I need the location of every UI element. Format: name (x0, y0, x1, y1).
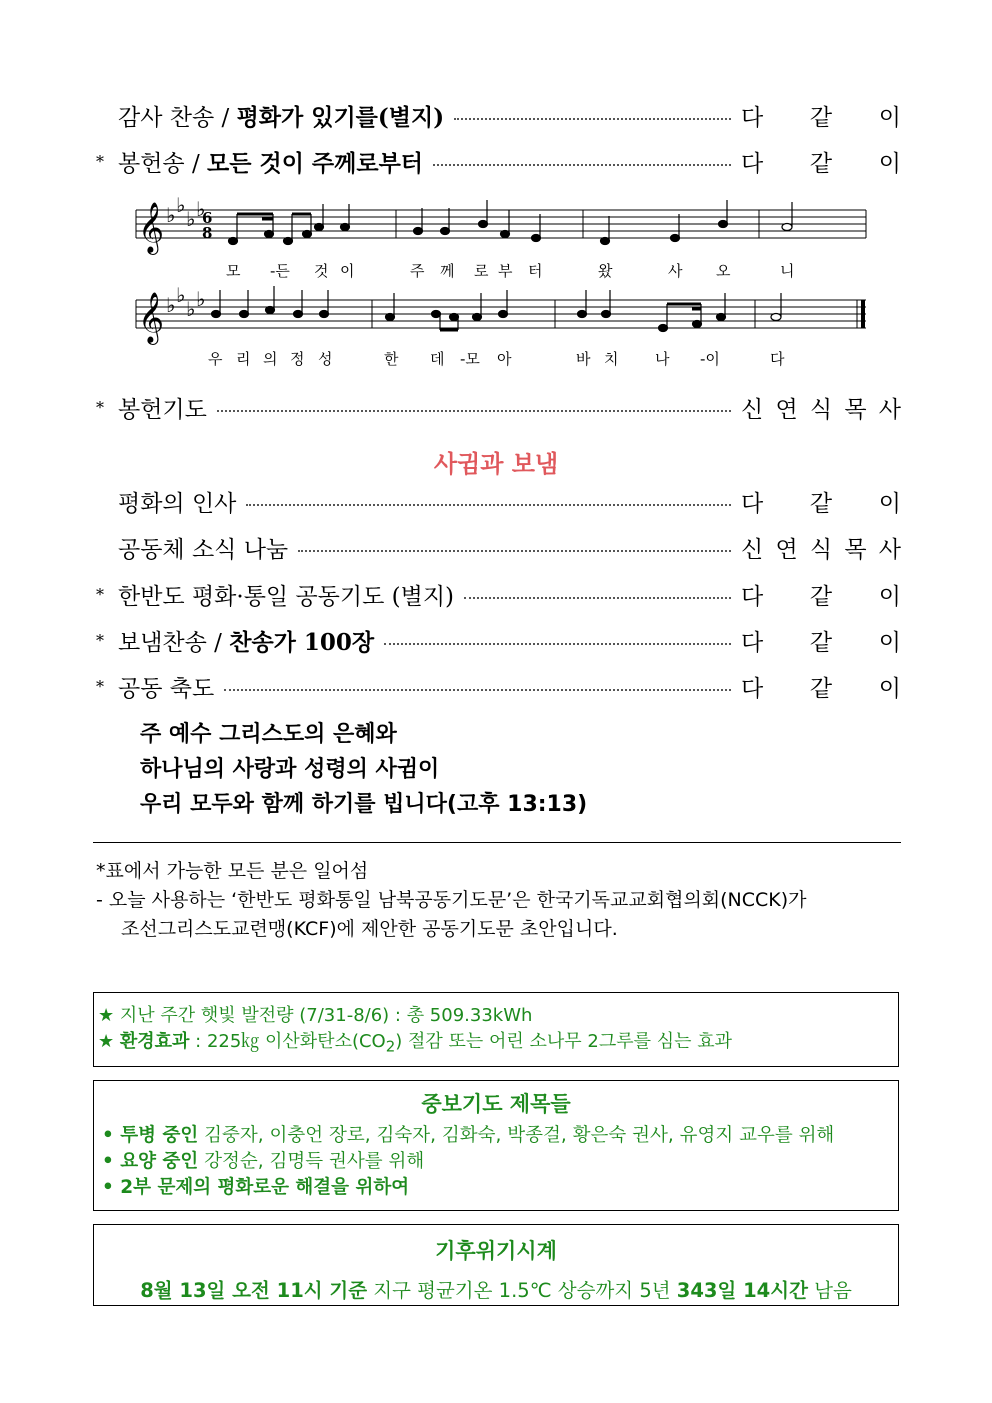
solar-power-box (93, 992, 899, 1067)
order-row-peace-greeting (96, 483, 901, 519)
order-row-performer: 다 같 이 (741, 583, 901, 610)
order-row-star: * (96, 676, 104, 696)
prayer-item: • 요양 중인 강정순, 김명득 권사를 위해 (102, 1151, 425, 1172)
svg-text:♭: ♭ (186, 297, 196, 321)
order-row-label: 봉헌송 / (118, 150, 208, 177)
order-row-label-bold: 평화가 있기를(별지) (236, 103, 445, 131)
notes (96, 857, 807, 944)
order-row-star: * (96, 397, 104, 417)
svg-text:♭: ♭ (176, 193, 186, 217)
svg-text:♭: ♭ (166, 293, 176, 317)
treble-clef-icon: 𝄞 (138, 202, 165, 253)
section-title: 사귐과 보냄 (433, 450, 559, 478)
divider (93, 842, 901, 843)
key-signature-flats (166, 193, 205, 231)
order-row-korea-peace-prayer (96, 576, 901, 612)
time-signature-bottom: 8 (202, 224, 213, 242)
order-row-label: 보냄찬송 / (118, 629, 230, 656)
order-row-star: * (96, 630, 104, 650)
order-row-label: 감사 찬송 / (118, 104, 237, 131)
order-row-performer: 다 같 이 (741, 490, 901, 517)
order-row-performer: 다 같 이 (741, 675, 901, 702)
order-row-label: 한반도 평화·통일 공동기도 (별지) (118, 583, 455, 610)
order-row-label: 평화의 인사 (118, 490, 237, 517)
svg-text:♭: ♭ (166, 203, 176, 227)
order-row-performer: 다 같 이 (741, 629, 901, 656)
order-row-label: 공동체 소식 나눔 (118, 536, 289, 563)
environment-effect-sub: 2 (385, 1037, 396, 1056)
order-row-performer: 다 같 이 (741, 104, 901, 131)
environment-effect-label: 환경효과 (119, 1031, 190, 1052)
order-row-sending-hymn (96, 622, 901, 658)
order-row-thanks-hymn (96, 97, 901, 133)
order-row-community-news (96, 529, 901, 565)
order-row-performer: 신 연 식 목 사 (741, 396, 901, 423)
order-row-label-bold: 찬송가 100장 (229, 628, 375, 656)
benediction-text (140, 717, 587, 822)
lyrics-line-2: 우 리 의 정 성 한 데 -모 아 바 치 나 -이 다 (208, 350, 785, 368)
order-row-offertory-song (96, 143, 901, 179)
leader-dots (433, 164, 731, 166)
treble-clef-icon: 𝄞 (138, 292, 165, 343)
intercessory-prayer-title: 중보기도 제목들 (421, 1092, 571, 1116)
environment-effect-text-a: : 225㎏ 이산화탄소(CO (189, 1031, 386, 1052)
order-row-offertory-prayer (96, 389, 901, 425)
note-line: *표에서 가능한 모든 분은 일어섬 (96, 860, 369, 882)
time-signature-top: 6 (202, 209, 213, 227)
benediction-line: 우리 모두와 함께 하기를 빕니다(고후 13:13) (140, 792, 588, 817)
benediction-line: 주 예수 그리스도의 은혜와 (140, 722, 397, 747)
leader-dots (246, 504, 731, 506)
note-line: 조선그리스도교련맹(KCF)에 제안한 공동기도문 초안입니다. (121, 918, 618, 940)
order-row-star: * (96, 151, 104, 171)
svg-text:♭: ♭ (186, 207, 196, 231)
environment-effect-text-b: ) 절감 또는 어린 소나무 2그루를 심는 효과 (395, 1031, 733, 1052)
climate-clock-box (93, 1224, 899, 1306)
svg-text:♭: ♭ (196, 287, 206, 311)
solar-generation-text: 지난 주간 햇빛 발전량 (7/31-8/6) : 총 509.33kWh (119, 1005, 533, 1026)
prayer-item: • 투병 중인 김중자, 이충언 장로, 김숙자, 김화숙, 박종걸, 황은숙 권사, 유영지 교우를 위해 (102, 1125, 835, 1146)
order-row-performer: 다 같 이 (741, 150, 901, 177)
order-row-performer: 신 연 식 목 사 (741, 536, 901, 563)
benediction-line: 하나님의 사랑과 성령의 사귐이 (140, 757, 440, 782)
svg-text:♭: ♭ (196, 197, 206, 221)
leader-dots (464, 597, 731, 599)
star-icon: ★ (98, 1005, 115, 1026)
order-row-benediction (96, 668, 901, 704)
leader-dots (224, 689, 731, 691)
climate-clock-title: 기후위기시계 (435, 1239, 557, 1263)
lyrics-line-1: 모 -든 것 이 주 께 로 부 터 왔 사 오 니 (226, 262, 795, 280)
order-row-label: 봉헌기도 (118, 396, 207, 423)
svg-text:♭: ♭ (176, 283, 186, 307)
star-icon: ★ (98, 1031, 115, 1052)
leader-dots (454, 118, 731, 120)
prayer-item: • 2부 문제의 평화로운 해결을 위하여 (102, 1177, 410, 1198)
leader-dots (298, 550, 731, 552)
order-row-star: * (96, 584, 104, 604)
intercessory-prayer-box (93, 1080, 899, 1211)
key-signature-flats (166, 283, 205, 321)
leader-dots (217, 410, 731, 412)
climate-clock-text: 8월 13일 오전 11시 기준 지구 평균기온 1.5℃ 상승까지 5년 343일 14시간 남음 (140, 1279, 852, 1302)
note-line: - 오늘 사용하는 ‘한반도 평화통일 남북공동기도문’은 한국기독교교회협의회(NCCK)가 (96, 889, 807, 911)
notes-line-2 (212, 286, 782, 332)
leader-dots (384, 643, 731, 645)
order-row-label-bold: 모든 것이 주께로부터 (207, 149, 424, 177)
order-row-label: 공동 축도 (118, 675, 215, 702)
